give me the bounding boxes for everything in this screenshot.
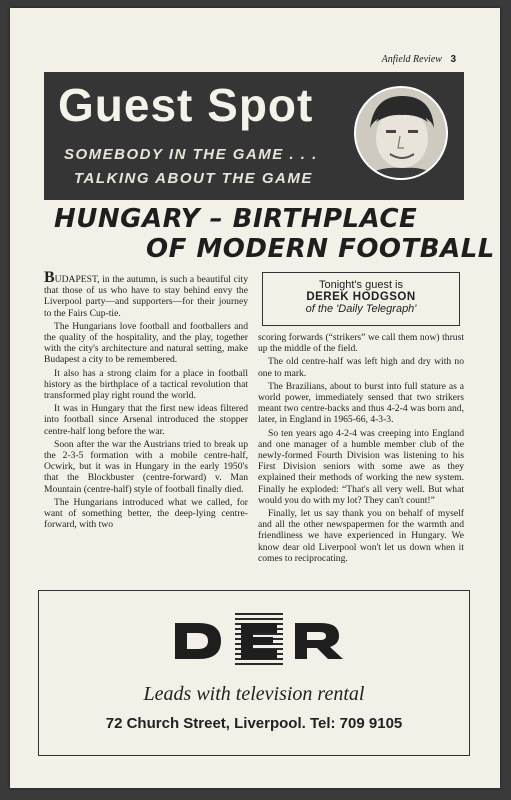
article-paragraph: The old centre-half was left high and dry with no one to mark. <box>258 356 464 379</box>
guest-affiliation: of the 'Daily Telegraph' <box>305 303 417 315</box>
drop-cap: B <box>44 269 55 286</box>
page-number: 3 <box>450 54 456 65</box>
guest-intro: Tonight's guest is <box>318 279 404 291</box>
guest-name: DEREK HODGSON <box>306 291 416 303</box>
article-paragraph: It also has a strong claim for a place in football history as the birthplace of a tactical revolution that transformed play right round the world. <box>44 367 248 402</box>
guest-info-box <box>262 272 460 326</box>
article-paragraph: The Hungarians introduced what we called, for want of something better, the deep-lying centre-forward, with two <box>44 496 248 531</box>
magazine-page <box>10 8 500 788</box>
guest-portrait <box>354 86 448 180</box>
headline-line-2: OF MODERN FOOTBALL <box>146 234 495 264</box>
article-paragraph: It was in Hungary that the first new ideas filtered into football since Arsenal introduced the stopper centre-half long before the war. <box>44 403 248 437</box>
banner-subtitle-2: TALKING ABOUT THE GAME <box>74 170 313 187</box>
banner-title: Guest Spot <box>58 79 314 131</box>
ad-tagline: Leads with television rental <box>143 683 365 705</box>
der-logo-icon <box>173 613 345 665</box>
page-header <box>382 54 456 65</box>
article-column-right <box>258 332 464 566</box>
article-column-left <box>44 269 248 532</box>
ad-address: 72 Church Street, Liverpool. Tel: 709 9105 <box>105 715 403 732</box>
headline-line-1: HUNGARY – BIRTHPLACE <box>54 204 418 234</box>
article-paragraph: The Brazilians, about to burst into full stature as a world power, immediately sensed that two strikers meant two centre-backs and thus 4-2-4 was born and, later, in England in 1965-66, 4-3-3. <box>258 380 464 426</box>
der-advertisement <box>38 590 470 756</box>
article-paragraph: The Hungarians love football and footballers and the quality of the hospitality, and the play, together with the city's architecture and natural setting, make Budapest a city to be remembered. <box>44 320 248 366</box>
article-paragraph: So ten years ago 4-2-4 was creeping into England and one manager of a humble member club of the newly-formed Fourth Division was listening to his First Division seniors with some awe as they explained their methods of working the new system. Finally he exploded: “That's all very well. But what would you do with my lot? They can't count!” <box>258 427 464 506</box>
article-paragraph: Soon after the war the Austrians tried to break up the 2-3-5 formation with a mobile centre-half, Ocwirk, but it was in Hungary in the early 1950's that the Blockbuster (centre-forward) v. Man Mountain (centre-half) style of football finally died. <box>44 438 248 495</box>
portrait-photo-icon <box>356 88 446 178</box>
banner-subtitle-1: SOMEBODY IN THE GAME . . . <box>64 146 318 163</box>
guest-spot-banner <box>44 72 464 200</box>
article-paragraph: BUDAPEST, in the autumn, is such a beautiful city that those of us who have to stay behind envy the Liverpool party—and supporters—for their journey to the Fairs Cup-tie. <box>44 269 248 319</box>
article-paragraph: Finally, let us say thank you on behalf of myself and all the other newspapermen for the warmth and friendliness we have experienced in Hungary. We know dear old Liverpool won't let us down when it comes to reciprocating. <box>258 508 464 564</box>
article-paragraph: scoring forwards (“strikers” we call them now) thrust up the middle of the field. <box>258 332 464 355</box>
publication-name: Anfield Review <box>381 54 442 65</box>
